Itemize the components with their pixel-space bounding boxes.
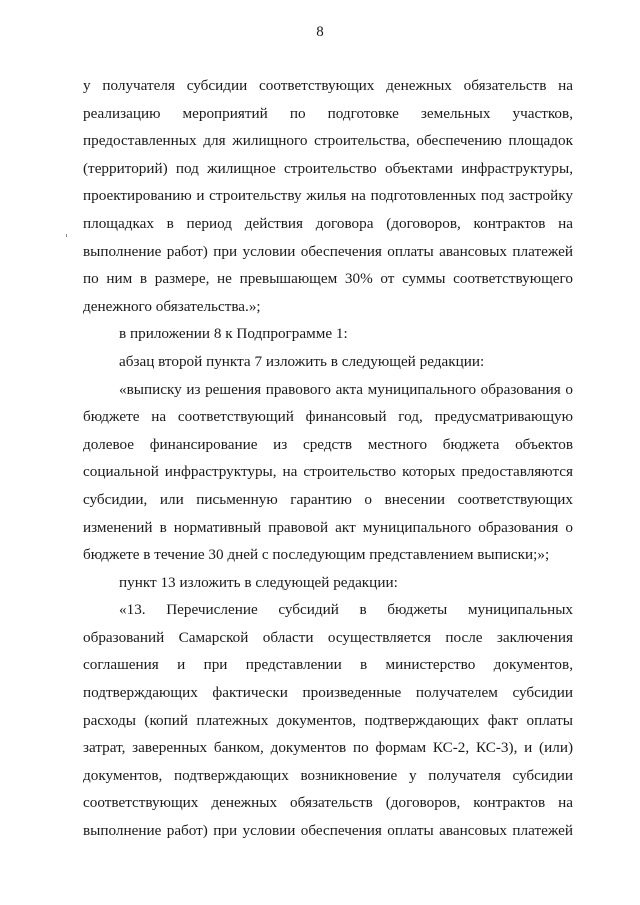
text-line: выполнение работ) при условии обеспечения оплаты авансовых платежей xyxy=(83,822,573,840)
text-line: подтверждающих фактически произведенные получателем субсидии xyxy=(83,684,573,702)
text-line: социальной инфраструктуры, на строительство которых предоставляются xyxy=(83,463,573,481)
document-body xyxy=(83,72,573,845)
text-line: денежного обязательства.»; xyxy=(83,297,261,315)
text-line: «13. Перечисление субсидий в бюджеты муниципальных xyxy=(119,601,573,619)
page-number: 8 xyxy=(316,24,324,40)
text-line: площадках в период действия договора (договоров, контрактов на xyxy=(83,214,573,232)
text-line: в приложении 8 к Подпрограмме 1: xyxy=(119,325,348,343)
text-line: (территорий) под жилищное строительство объектами инфраструктуры, xyxy=(83,159,573,177)
text-line: изменений в нормативный правовой акт муниципального образования о xyxy=(83,518,573,536)
text-line: документов, подтверждающих возникновение у получателя субсидии xyxy=(83,766,573,784)
text-line: субсидии, или письменную гарантию о внесении соответствующих xyxy=(83,490,573,508)
text-line: расходы (копий платежных документов, подтверждающих факт оплаты xyxy=(83,711,573,729)
text-line: пункт 13 изложить в следующей редакции: xyxy=(119,573,398,591)
text-line: соответствующих денежных обязательств (договоров, контрактов на xyxy=(83,794,573,812)
text-line: бюджете в течение 30 дней с последующим представлением выписки;»; xyxy=(83,546,550,564)
text-line: бюджете на соответствующий финансовый год, предусматривающую xyxy=(83,408,573,426)
text-line: выполнение работ) при условии обеспечения оплаты авансовых платежей xyxy=(83,242,573,260)
text-line: по ним в размере, не превышающем 30% от суммы соответствующего xyxy=(83,270,573,288)
text-line: долевое финансирование из средств местного бюджета объектов xyxy=(83,435,573,453)
text-line: реализацию мероприятий по подготовке земельных участков, xyxy=(83,104,573,122)
text-line: соглашения и при представлении в министерство документов, xyxy=(83,656,573,674)
text-line: у получателя субсидии соответствующих денежных обязательств на xyxy=(83,77,573,94)
text-line: «выписку из решения правового акта муниципального образования о xyxy=(119,380,573,398)
text-line: абзац второй пункта 7 изложить в следующей редакции: xyxy=(119,352,485,370)
text-line: образований Самарской области осуществляется после заключения xyxy=(83,628,573,646)
text-line: проектированию и строительству жилья на подготовленных под застройку xyxy=(83,187,573,205)
text-line: затрат, заверенных банком, документов по формам КС-2, КС-3), и (или) xyxy=(83,739,573,757)
margin-mark xyxy=(66,234,67,237)
text-line: предоставленных для жилищного строительства, обеспечению площадок xyxy=(83,132,573,150)
